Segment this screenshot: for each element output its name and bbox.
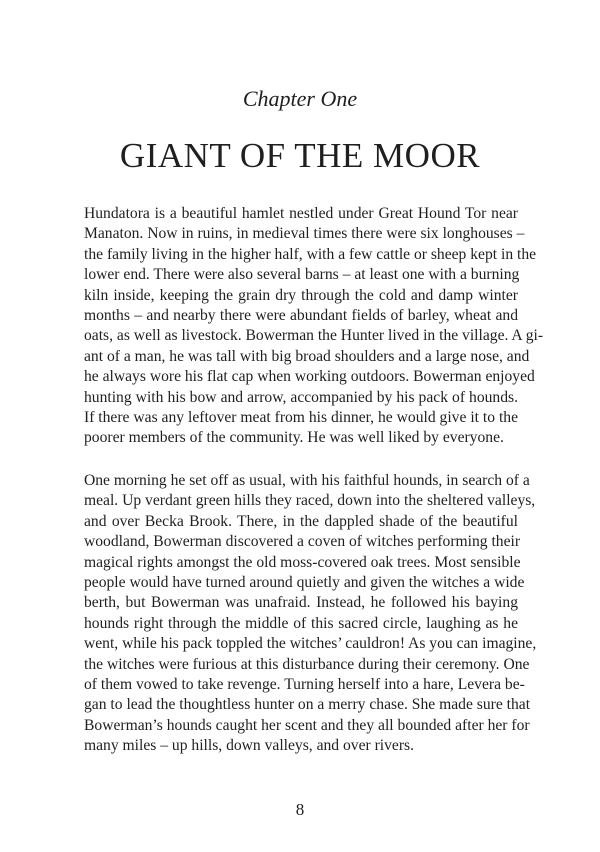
paragraph-line: he always wore his flat cap when working outdoors. Bowerman enjoyed bbox=[84, 368, 535, 386]
paragraph-2 bbox=[84, 471, 537, 756]
paragraph-1 bbox=[84, 204, 544, 449]
paragraph-line: hounds right through the middle of this sacred circle, laughing as he bbox=[84, 614, 518, 632]
paragraph-line: magical rights amongst the old moss-covered oak trees. Most sensible bbox=[84, 553, 521, 571]
paragraph-line: woodland, Bowerman discovered a coven of witches performing their bbox=[84, 533, 521, 551]
page-number: 8 bbox=[295, 800, 305, 819]
paragraph-line: kiln inside, keeping the grain dry through the cold and damp winter bbox=[84, 286, 518, 304]
paragraph-line: If there was any leftover meat from his dinner, he would give it to the bbox=[84, 408, 518, 426]
paragraph-line: the witches were furious at this disturbance during their ceremony. One bbox=[84, 655, 530, 673]
paragraph-line: many miles – up hills, down valleys, and over rivers. bbox=[84, 737, 415, 755]
chapter-label: Chapter One bbox=[242, 86, 358, 111]
paragraph-line: went, while his pack toppled the witches’ cauldron! As you can imagine, bbox=[84, 635, 537, 653]
paragraph-line: Bowerman’s hounds caught her scent and they all bounded after her for bbox=[84, 716, 530, 734]
paragraph-line: and over Becka Brook. There, in the dappled shade of the beautiful bbox=[84, 512, 518, 530]
paragraph-line: meal. Up verdant green hills they raced, down into the sheltered valleys, bbox=[84, 492, 536, 510]
paragraph-line: poorer members of the community. He was well liked by everyone. bbox=[84, 429, 504, 447]
paragraph-line: hunting with his bow and arrow, accompanied by his pack of hounds. bbox=[84, 388, 518, 406]
paragraph-line: Manaton. Now in ruins, in medieval times there were six longhouses – bbox=[84, 225, 525, 243]
paragraph-line: One morning he set off as usual, with his faithful hounds, in search of a bbox=[84, 472, 530, 489]
paragraph-line: gan to lead the thoughtless hunter on a merry chase. She made sure that bbox=[84, 696, 531, 714]
paragraph-line: months – and nearby there were abundant fields of barley, wheat and bbox=[84, 306, 518, 324]
paragraph-line: lower end. There were also several barns – at least one with a burning bbox=[84, 266, 520, 284]
paragraph-line: berth, but Bowerman was unafraid. Instead, he followed his baying bbox=[84, 594, 518, 612]
paragraph-line: of them vowed to take revenge. Turning herself into a hare, Levera be- bbox=[84, 675, 525, 693]
paragraph-line: ant of a man, he was tall with big broad shoulders and a large nose, and bbox=[84, 347, 530, 365]
chapter-title: GIANT OF THE MOOR bbox=[119, 136, 481, 175]
paragraph-line: the family living in the higher half, with a few cattle or sheep kept in the bbox=[84, 245, 537, 263]
paragraph-line: people would have turned around quietly and given the witches a wide bbox=[84, 573, 525, 591]
paragraph-line: oats, as well as livestock. Bowerman the Hunter lived in the village. A gi- bbox=[84, 327, 544, 345]
paragraph-line: Hundatora is a beautiful hamlet nestled under Great Hound Tor near bbox=[84, 205, 518, 222]
